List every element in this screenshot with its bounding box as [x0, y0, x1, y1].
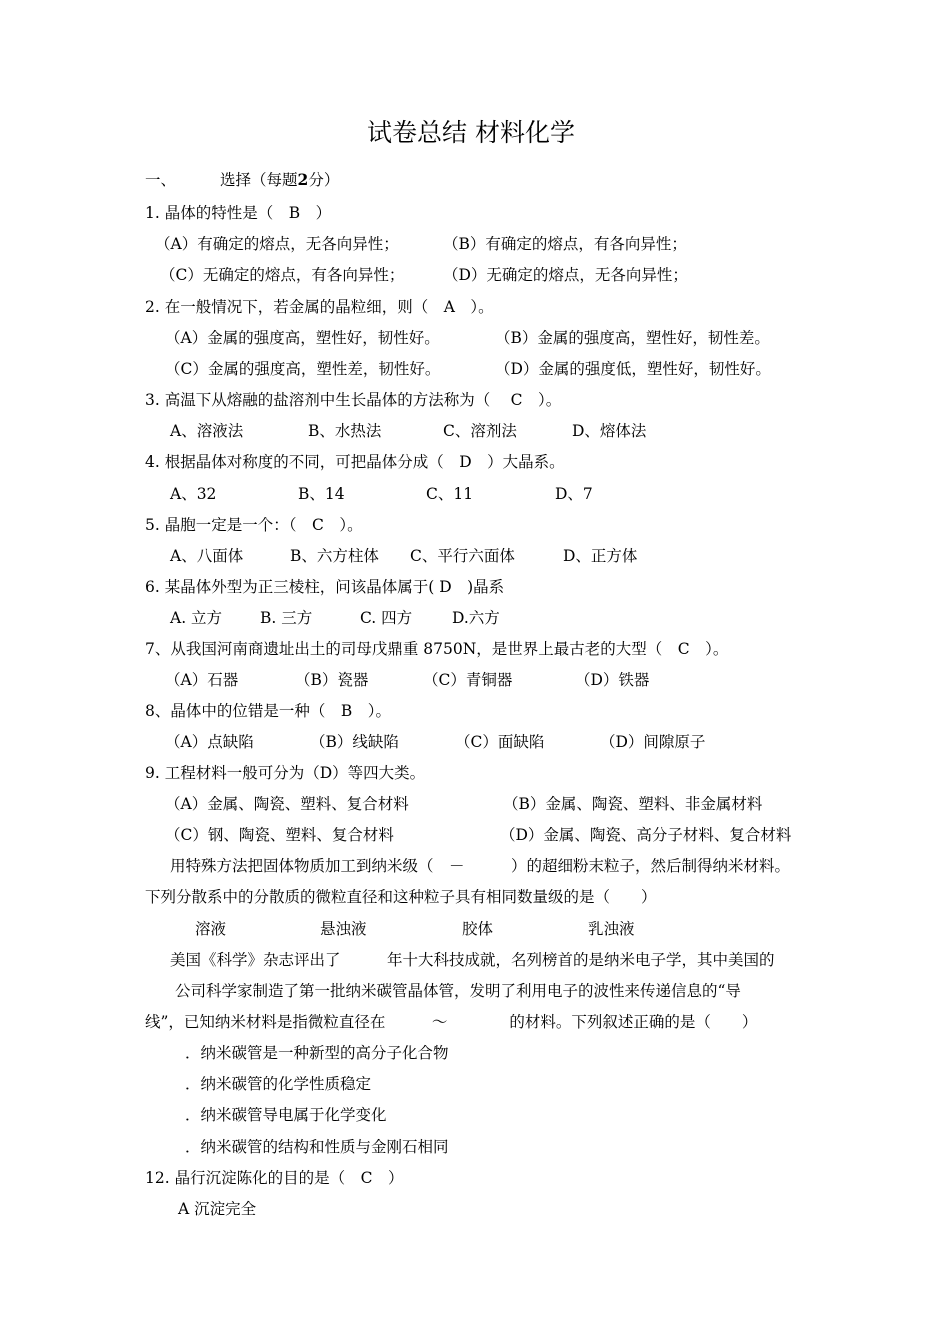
- question-11-line-2: 公司科学家制造了第一批纳米碳管晶体管，发明了利用电子的波性来传递信息的“导: [175, 982, 741, 1000]
- question-1-option-a: （A）有确定的熔点，无各向异性；: [155, 235, 399, 253]
- question-11-option-a: ．纳米碳管是一种新型的高分子化合物: [185, 1044, 449, 1062]
- question-2-option-d: （D）金属的强度低，塑性好，韧性好。: [495, 360, 771, 378]
- question-5-option-a: A、八面体: [170, 547, 244, 565]
- question-2-option-c: （C）金属的强度高，塑性差，韧性好。: [165, 360, 441, 378]
- question-10-line-2: 下列分散系中的分散质的微粒直径和这种粒子具有相同数量级的是（ ）: [145, 888, 657, 906]
- question-11-option-d: ．纳米碳管的结构和性质与金刚石相同: [185, 1138, 449, 1156]
- question-4-option-d: D、7: [555, 485, 593, 503]
- question-3-option-d: D、熔体法: [572, 422, 647, 440]
- question-10-option-a: 溶液: [195, 920, 227, 938]
- question-10-option-d: 乳浊液: [588, 920, 635, 938]
- question-1-stem: 1. 晶体的特性是（ B ）: [145, 204, 332, 222]
- question-6-option-a: A. 立方: [170, 609, 223, 627]
- question-9-stem: 9. 工程材料一般可分为（D）等四大类。: [145, 764, 426, 782]
- question-2-stem: 2. 在一般情况下，若金属的晶粒细，则（ A ）。: [145, 298, 494, 316]
- question-5-option-c: C、平行六面体: [410, 547, 515, 565]
- question-6-stem: 6. 某晶体外型为正三棱柱，问该晶体属于( D )晶系: [145, 578, 505, 596]
- question-6-option-d: D.六方: [452, 609, 500, 627]
- question-12-stem: 12. 晶行沉淀陈化的目的是（ C ）: [145, 1169, 404, 1187]
- section-number: 一、: [145, 171, 177, 189]
- question-7-option-c: （C）青铜器: [423, 671, 513, 689]
- question-7-option-a: （A）石器: [165, 671, 239, 689]
- section-heading: [145, 170, 339, 190]
- question-11-line-3: 线”，已知纳米材料是指微粒直径在 ～ 的材料。下列叙述正确的是（ ）: [145, 1013, 758, 1031]
- question-3-stem: 3. 高温下从熔融的盐溶剂中生长晶体的方法称为（ C ）。: [145, 391, 562, 409]
- question-7-option-d: （D）铁器: [575, 671, 650, 689]
- question-10-option-c: 胶体: [462, 920, 494, 938]
- question-4-option-a: A、32: [170, 485, 217, 503]
- question-7-option-b: （B）瓷器: [295, 671, 369, 689]
- question-5-option-d: D、正方体: [563, 547, 638, 565]
- question-6-option-b: B. 三方: [260, 609, 313, 627]
- question-1-option-b: （B）有确定的熔点，有各向异性；: [443, 235, 687, 253]
- question-8-option-d: （D）间隙原子: [600, 733, 706, 751]
- question-4-stem: 4. 根据晶体对称度的不同，可把晶体分成（ D ）大晶系。: [145, 453, 565, 471]
- question-6-option-c: C. 四方: [360, 609, 413, 627]
- question-12-option-a: A 沉淀完全: [178, 1200, 257, 1218]
- question-4-option-b: B、14: [298, 485, 345, 503]
- question-5-option-b: B、六方柱体: [290, 547, 379, 565]
- question-11-option-c: ．纳米碳管导电属于化学变化: [185, 1106, 387, 1124]
- question-8-option-a: （A）点缺陷: [165, 733, 254, 751]
- question-9-option-a: （A）金属、陶瓷、塑料、复合材料: [165, 795, 409, 813]
- question-2-option-a: （A）金属的强度高，塑性好，韧性好。: [165, 329, 440, 347]
- section-label: 选择（每题: [220, 171, 298, 189]
- question-9-option-d: （D）金属、陶瓷、高分子材料、复合材料: [500, 826, 792, 844]
- question-1-option-c: （C）无确定的熔点，有各向异性；: [160, 266, 405, 284]
- question-4-option-c: C、11: [426, 485, 474, 503]
- question-9-option-c: （C）钢、陶瓷、塑料、复合材料: [165, 826, 394, 844]
- question-8-option-c: （C）面缺陷: [455, 733, 545, 751]
- question-9-option-b: （B）金属、陶瓷、塑料、非金属材料: [503, 795, 763, 813]
- section-label-end: 分）: [308, 171, 340, 189]
- question-11-option-b: ．纳米碳管的化学性质稳定: [185, 1075, 372, 1093]
- question-2-option-b: （B）金属的强度高，塑性好，韧性差。: [495, 329, 770, 347]
- question-11-line-1: 美国《科学》杂志评出了 年十大科技成就，名列榜首的是纳米电子学，其中美国的: [170, 951, 775, 969]
- question-8-option-b: （B）线缺陷: [310, 733, 399, 751]
- section-points: 2: [297, 170, 309, 189]
- question-3-option-a: A、溶液法: [170, 422, 244, 440]
- question-3-option-b: B、水热法: [308, 422, 382, 440]
- question-5-stem: 5. 晶胞一定是一个：（ C ）。: [145, 516, 363, 534]
- question-7-stem: 7、从我国河南商遗址出土的司母戊鼎重 8750N，是世界上最古老的大型（ C ）。: [145, 640, 729, 658]
- question-10-line-1: 用特殊方法把固体物质加工到纳米级（ － ）的超细粉末粒子，然后制得纳米材料。: [170, 857, 791, 875]
- question-10-option-b: 悬浊液: [320, 920, 367, 938]
- question-1-option-d: （D）无确定的熔点，无各向异性；: [443, 266, 688, 284]
- question-8-stem: 8、晶体中的位错是一种（ B ）。: [145, 702, 392, 720]
- page-title: 试卷总结 材料化学: [367, 118, 575, 147]
- question-3-option-c: C、溶剂法: [443, 422, 517, 440]
